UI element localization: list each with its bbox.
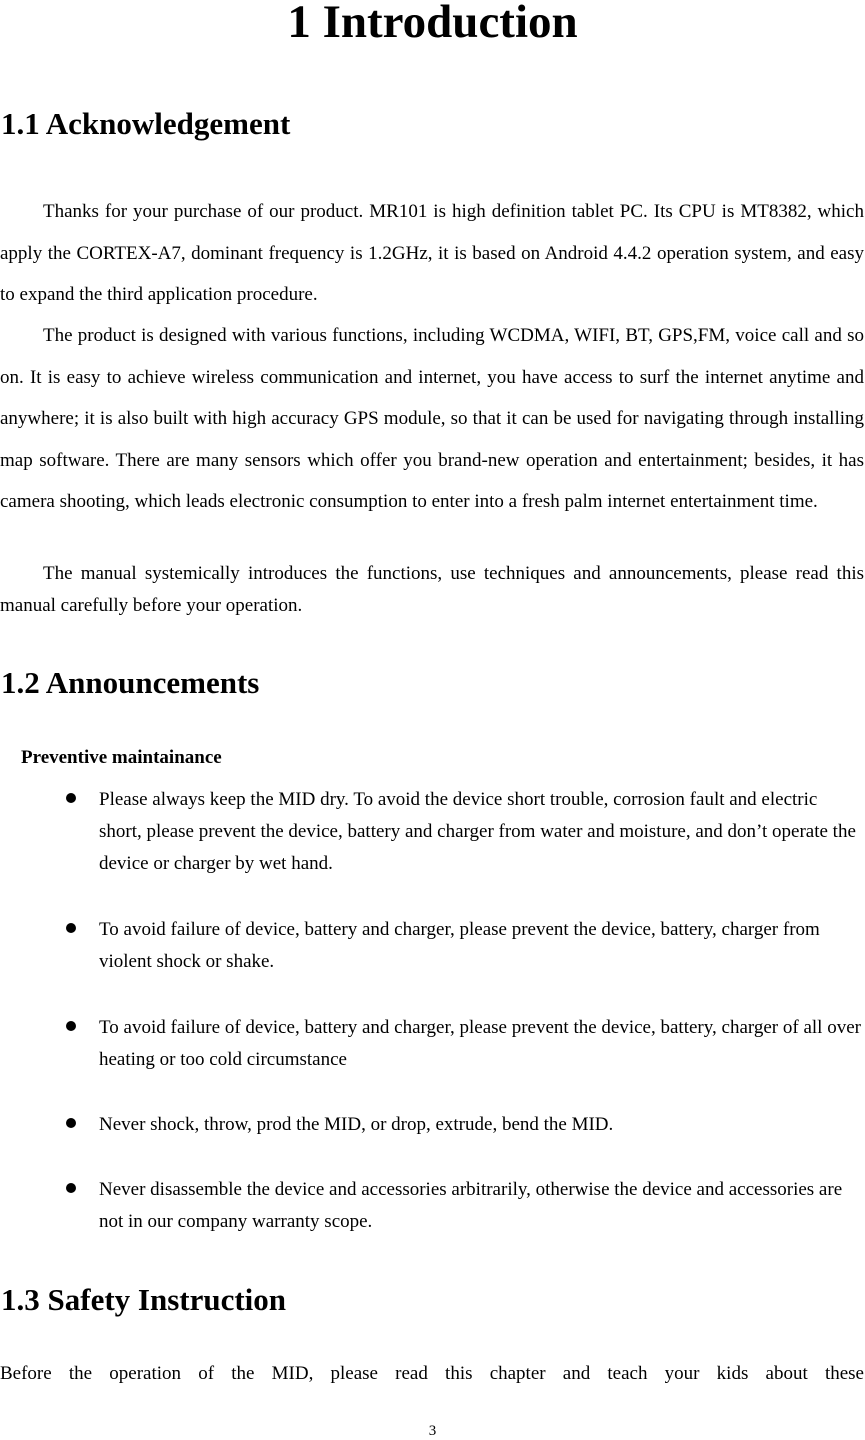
subheading-preventive-maintenance: Preventive maintainance	[21, 747, 222, 768]
bullet-icon	[66, 1021, 76, 1031]
list-item-text: Please always keep the MID dry. To avoid the device short trouble, corrosion fault and electric short, please prevent the device, battery and charger from water and moisture, and don’t operate the device or charger by wet hand.	[99, 789, 856, 874]
list-item-text: Never disassemble the device and accessories arbitrarily, otherwise the device and accessories are not in our company warranty scope.	[99, 1179, 843, 1232]
paragraph-product-overview: Thanks for your purchase of our product. MR101 is high definition tablet PC. Its CPU is MT8382, which apply the CORTEX-A7, dominant frequency is 1.2GHz, it is based on Android 4.4.2 operation system, and easy to expand the third application procedure.	[0, 201, 864, 305]
paragraph-manual-intro: The manual systemically introduces the functions, use techniques and announcements, please read this manual carefully before your operation.	[0, 563, 864, 616]
bullet-icon	[66, 1118, 76, 1128]
bullet-icon	[66, 923, 76, 933]
page-number: 3	[428, 1423, 437, 1439]
list-item-text: To avoid failure of device, battery and charger, please prevent the device, battery, charger from violent shock or shake.	[99, 919, 820, 972]
chapter-title: 1 Introduction	[287, 0, 578, 48]
paragraph-product-functions: The product is designed with various functions, including WCDMA, WIFI, BT, GPS,FM, voice call and so on. It is easy to achieve wireless communication and internet, you have access to surf the internet anytime and anywhere; it is also built with high accuracy GPS module, so that it can be used for navigating through installing map software. There are many sensors which offer you brand-new operation and entertainment; besides, it has camera shooting, which leads electronic consumption to enter into a fresh palm internet entertainment time.	[0, 325, 864, 512]
list-item-text: Never shock, throw, prod the MID, or drop, extrude, bend the MID.	[99, 1114, 614, 1135]
section-heading-announcements: 1.2 Announcements	[1, 665, 260, 700]
section-heading-acknowledgement: 1.1 Acknowledgement	[1, 106, 291, 141]
paragraph-safety-intro: Before the operation of the MID, please read this chapter and teach your kids about these	[0, 1363, 864, 1384]
section-heading-safety-instruction: 1.3 Safety Instruction	[1, 1282, 287, 1317]
list-item-text: To avoid failure of device, battery and charger, please prevent the device, battery, charger of all over heating or too cold circumstance	[99, 1017, 861, 1070]
bullet-icon	[66, 793, 76, 803]
bullet-icon	[66, 1183, 76, 1193]
